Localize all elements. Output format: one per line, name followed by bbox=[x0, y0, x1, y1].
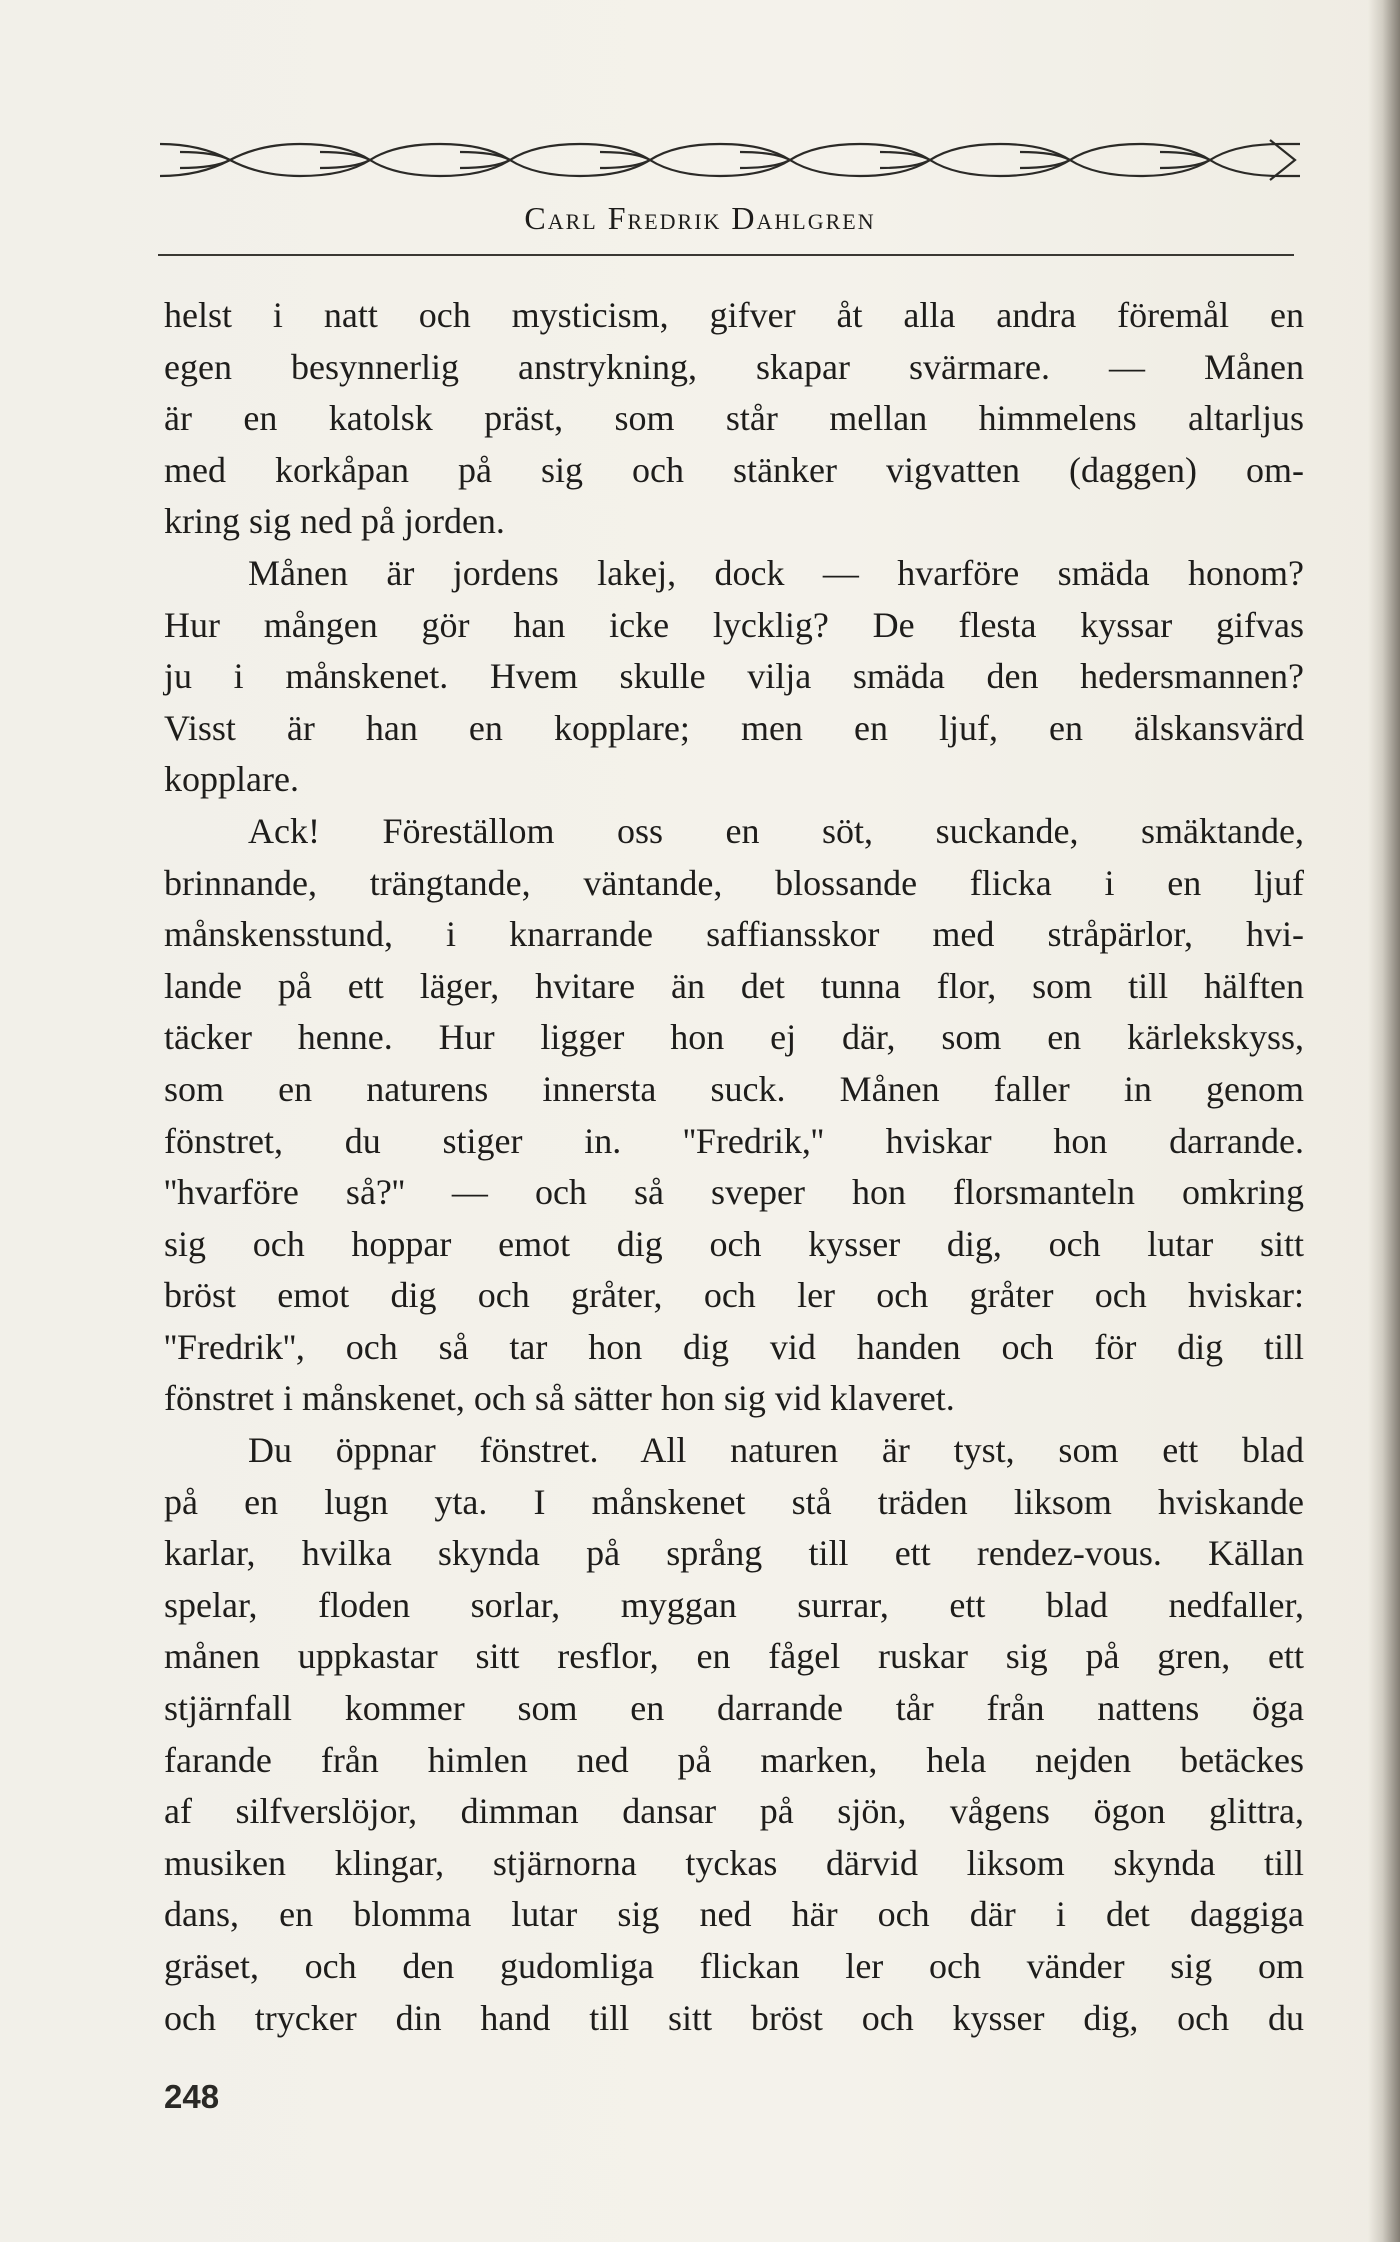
text-line: på en lugn yta. I månskenet stå träden liksom hviskande bbox=[164, 1481, 1304, 1522]
text-line: ju i månskenet. Hvem skulle vilja smäda den hedersmannen? bbox=[164, 656, 1304, 697]
text-line: är en katolsk präst, som står mellan himmelens altarljus bbox=[164, 398, 1304, 439]
text-line: månskensstund, i knarrande saffiansskor med stråpärlor, hvi- bbox=[164, 914, 1304, 955]
text-line: helst i natt och mysticism, gifver åt alla andra föremål en bbox=[164, 295, 1304, 335]
running-title: Carl Fredrik Dahlgren bbox=[524, 200, 876, 236]
text-line: Hur mången gör han icke lycklig? De flesta kyssar gifvas bbox=[164, 604, 1304, 645]
text-line: kopplare. bbox=[164, 759, 299, 800]
text-line: gräset, och den gudomliga flickan ler och vänder sig om bbox=[164, 1946, 1304, 1986]
text-line: sig och hoppar emot dig och kysser dig, och lutar sitt bbox=[164, 1223, 1304, 1264]
text-line: farande från himlen ned på marken, hela nejden betäckes bbox=[164, 1739, 1304, 1780]
text-line: dans, en blomma lutar sig ned här och där i det daggiga bbox=[164, 1894, 1304, 1935]
text-line: ''hvarföre så?'' — och så sveper hon florsmanteln omkring bbox=[164, 1172, 1304, 1213]
text-line: som en naturens innersta suck. Månen faller in genom bbox=[164, 1068, 1304, 1109]
text-line: lande på ett läger, hvitare än det tunna flor, som till hälften bbox=[164, 965, 1304, 1006]
text-line: Månen är jordens lakej, dock — hvarföre smäda honom? bbox=[248, 552, 1304, 593]
text-line: musiken klingar, stjärnorna tyckas därvid liksom skynda till bbox=[164, 1842, 1304, 1883]
text-line: brinnande, trängtande, väntande, blossande flicka i en ljuf bbox=[164, 862, 1304, 903]
text-line: fönstret, du stiger in. ''Fredrik,'' hviskar hon darrande. bbox=[164, 1120, 1304, 1161]
text-line: karlar, hvilka skynda på språng till ett rendez-vous. Källan bbox=[164, 1533, 1304, 1574]
text-line: Visst är han en kopplare; men en ljuf, en älskansvärd bbox=[164, 707, 1304, 748]
text-line: kring sig ned på jorden. bbox=[164, 501, 505, 542]
text-line: bröst emot dig och gråter, och ler och gråter och hviskar: bbox=[164, 1275, 1304, 1316]
page-number: 248 bbox=[164, 2078, 220, 2115]
text-line: stjärnfall kommer som en darrande tår från nattens öga bbox=[164, 1688, 1304, 1729]
text-line: spelar, floden sorlar, myggan surrar, ett blad nedfaller, bbox=[164, 1584, 1304, 1625]
text-line: täcker henne. Hur ligger hon ej där, som en kärlekskyss, bbox=[164, 1017, 1304, 1058]
text-line: månen uppkastar sitt resflor, en fågel ruskar sig på gren, ett bbox=[164, 1636, 1304, 1677]
text-line: och trycker din hand till sitt bröst och kysser dig, och du bbox=[164, 1997, 1304, 2038]
text-line: Du öppnar fönstret. All naturen är tyst, som ett blad bbox=[248, 1430, 1304, 1471]
text-line: egen besynnerlig anstrykning, skapar svärmare. — Månen bbox=[164, 346, 1304, 387]
text-line: Ack! Föreställom oss en söt, suckande, smäktande, bbox=[248, 810, 1304, 851]
binding-shadow bbox=[1368, 0, 1400, 2242]
header-rule bbox=[158, 254, 1294, 256]
text-line: af silfverslöjor, dimman dansar på sjön, vågens ögon glittra, bbox=[164, 1791, 1304, 1832]
decorative-ornament-band bbox=[160, 130, 1300, 190]
text-line: ''Fredrik'', och så tar hon dig vid handen och för dig till bbox=[164, 1326, 1304, 1367]
body-text bbox=[164, 290, 1304, 2044]
text-line: fönstret i månskenet, och så sätter hon sig vid klaveret. bbox=[164, 1378, 955, 1419]
text-line: med korkåpan på sig och stänker vigvatten (daggen) om- bbox=[164, 449, 1304, 490]
